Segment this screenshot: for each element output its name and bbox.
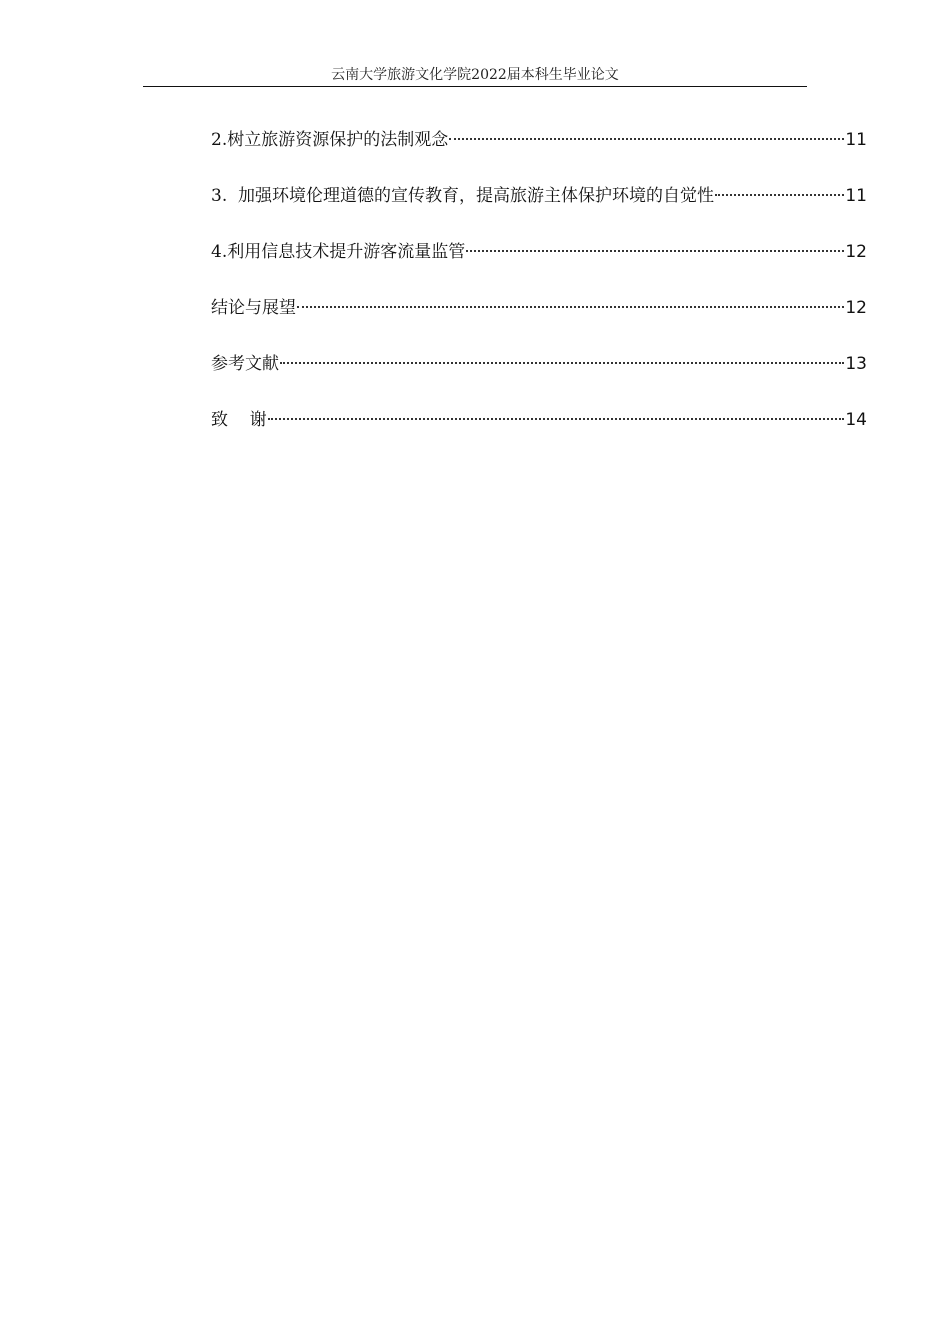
toc-dot-leader [297,306,844,308]
running-header: 云南大学旅游文化学院2022届本科生毕业论文 [331,67,619,83]
toc-dot-leader [268,418,845,420]
toc-entry-page: 14 [845,410,867,430]
toc-entry-page: 13 [845,354,867,374]
toc-entry-page: 12 [845,298,867,318]
toc-entry[interactable] [211,294,867,350]
toc-entry[interactable] [211,126,867,182]
toc-dot-leader [715,194,844,196]
toc-dot-leader [466,250,844,252]
toc-entry-page: 12 [845,242,867,262]
toc-entry[interactable] [211,182,867,238]
toc-entry[interactable] [211,238,867,294]
toc-entry[interactable] [211,406,867,462]
toc-entry-label: 致 谢 [211,410,267,430]
toc-entry-label: 3. 加强环境伦理道德的宣传教育，提高旅游主体保护环境的自觉性 [211,186,715,206]
toc-dot-leader [280,362,844,364]
toc-entry-label: 4.利用信息技术提升游客流量监管 [211,242,466,262]
toc-entry-label: 2.树立旅游资源保护的法制观念 [211,130,449,150]
toc-entry-page: 11 [845,130,867,150]
header-rule [143,86,807,87]
table-of-contents [211,126,867,462]
toc-dot-leader [449,138,844,140]
toc-entry-label: 参考文献 [211,354,279,374]
toc-entry-label: 结论与展望 [211,298,296,318]
toc-entry-page: 11 [845,186,867,206]
toc-entry[interactable] [211,350,867,406]
